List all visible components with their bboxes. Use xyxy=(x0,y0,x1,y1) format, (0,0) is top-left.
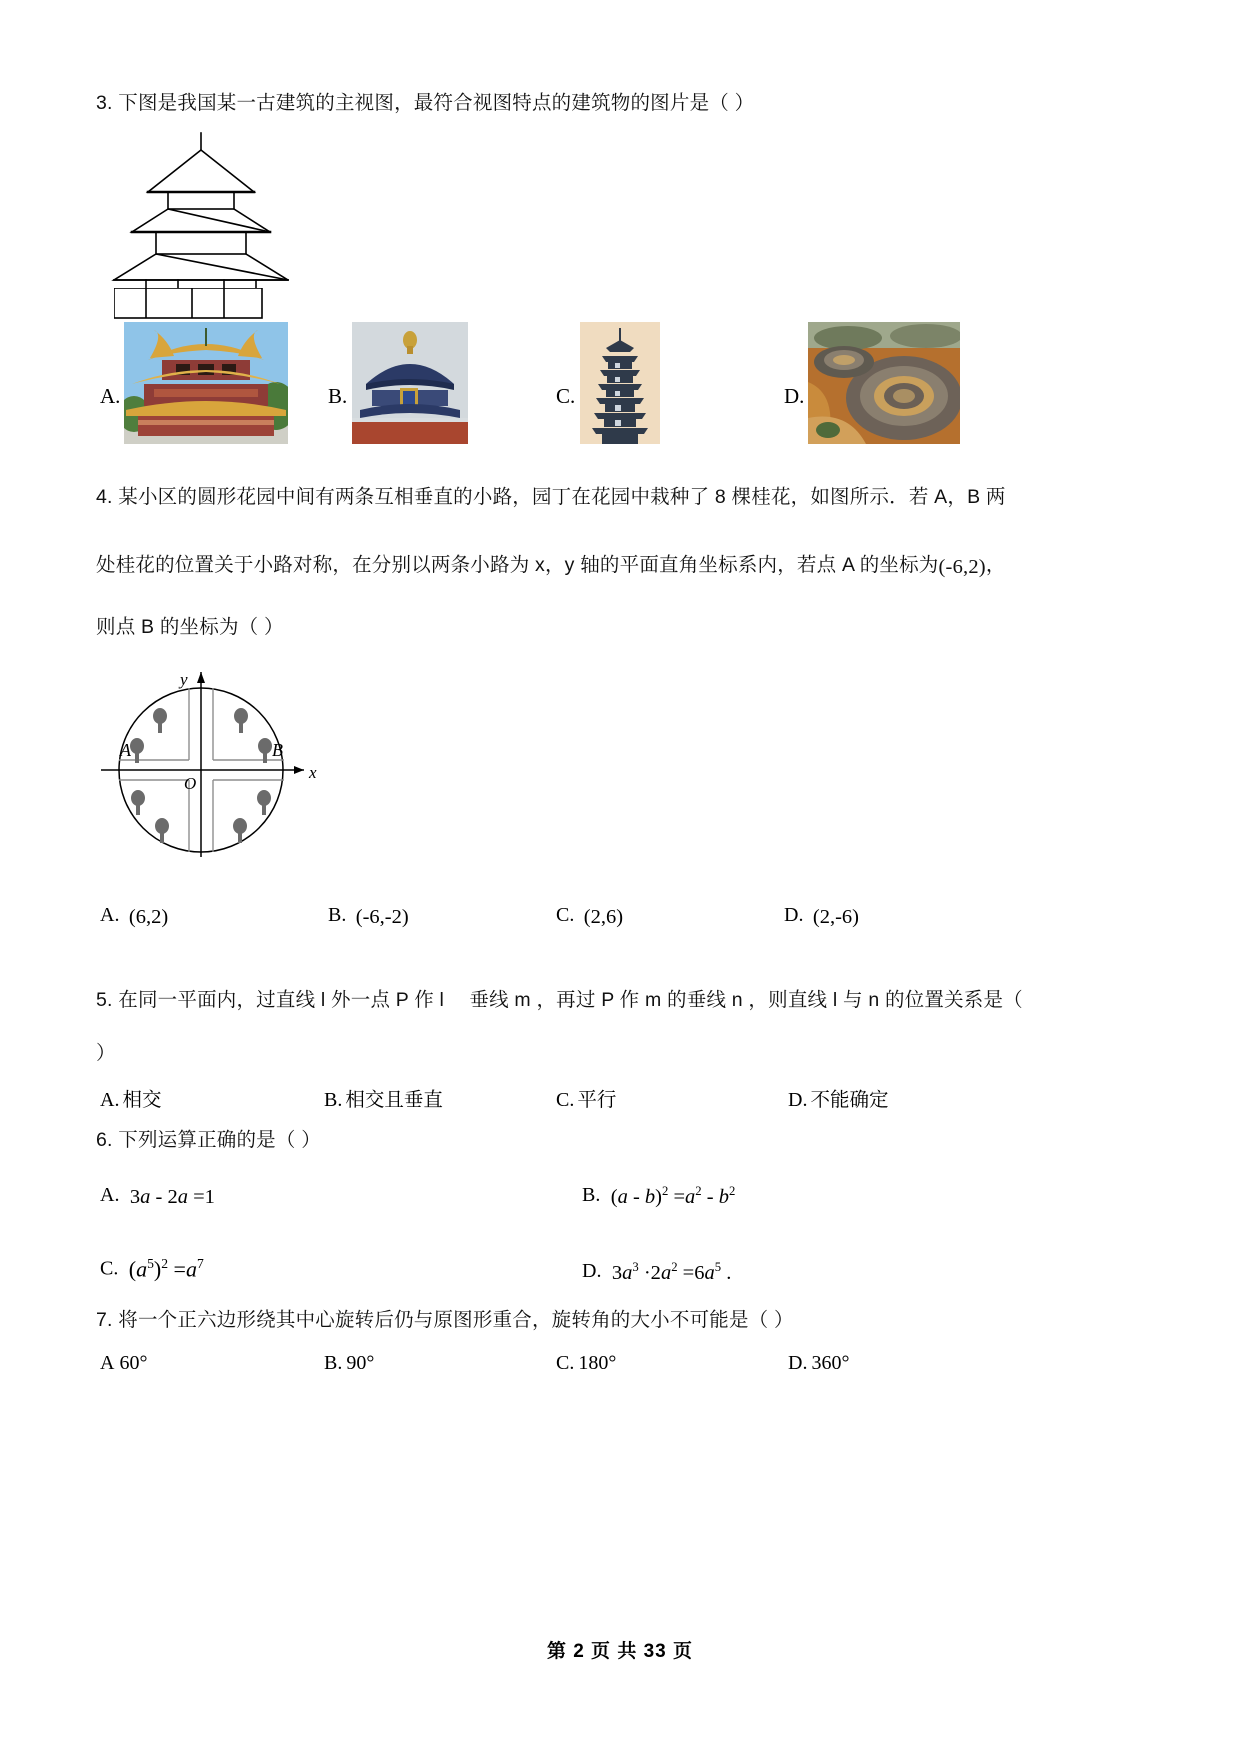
question-6-option-d-label: D. xyxy=(582,1260,602,1282)
question-6-option-a-label: A. xyxy=(100,1184,120,1206)
question-6-option-a[interactable] xyxy=(100,1184,215,1209)
question-3-stem: 3. 下图是我国某一古建筑的主视图，最符合视图特点的建筑物的图片是（ ） xyxy=(96,92,755,114)
question-4-option-d[interactable] xyxy=(784,904,859,929)
svg-text:O: O xyxy=(184,774,197,793)
question-4-stem-line-2 xyxy=(96,550,1096,582)
question-4-option-c[interactable] xyxy=(556,904,623,929)
question-6-option-d[interactable] xyxy=(582,1260,731,1285)
question-5-option-c[interactable] xyxy=(556,1084,616,1112)
question-5-option-b-label: B. xyxy=(324,1089,343,1111)
question-5-options xyxy=(96,1080,1096,1114)
question-4-stem-line-2-text: 处桂花的位置关于小路对称，在分别以两条小路为 x，y 轴的平面直角坐标系内，若点 A 的坐标为 xyxy=(96,554,939,576)
question-4-option-b-label: B. xyxy=(328,904,347,926)
question-7-option-b-label: B. xyxy=(324,1352,343,1374)
question-7-option-d-value: 360° xyxy=(811,1352,850,1374)
option-c-photo[interactable] xyxy=(580,322,660,444)
question-5-option-a-label: A. xyxy=(100,1089,120,1111)
question-5-option-d-label: D. xyxy=(788,1089,808,1111)
question-6-options xyxy=(96,1170,1096,1300)
option-d-photo[interactable] xyxy=(808,322,960,444)
option-b-photo[interactable] xyxy=(352,322,468,444)
question-5-stem-line-1: 5. 在同一平面内，过直线 l 外一点 P 作 l 垂线 m ，再过 P 作 m 的垂线 n ，则直线 l 与 n 的位置关系是（ xyxy=(96,989,1023,1011)
svg-text:y: y xyxy=(180,670,188,689)
option-label-b: B. xyxy=(328,384,348,408)
question-4-options xyxy=(96,890,1096,930)
question-6-option-c[interactable] xyxy=(100,1256,204,1282)
question-6-option-c-expression: $(a^5)^2 =a^7$ xyxy=(128,1256,204,1282)
question-7-option-b-value: 90° xyxy=(346,1352,375,1374)
question-5-option-b-value: 相交且垂直 xyxy=(345,1089,443,1111)
point-a-coordinate: (-6,2) xyxy=(938,556,986,578)
question-7-option-a[interactable] xyxy=(100,1352,147,1375)
question-5-stem-line-2: ） xyxy=(96,1042,116,1064)
question-6-option-c-label: C. xyxy=(100,1257,119,1280)
page-footer: 第 2 页 共 33 页 xyxy=(546,1641,694,1662)
question-7-option-d[interactable] xyxy=(788,1352,849,1375)
svg-text:A: A xyxy=(120,740,131,760)
option-label-c: C. xyxy=(556,384,576,408)
question-6-option-b-label: B. xyxy=(582,1184,601,1206)
question-4-option-a[interactable] xyxy=(100,904,168,929)
question-7-option-c-value: 180° xyxy=(578,1352,617,1374)
question-6-option-a-expression: 3a - 2a =1 xyxy=(129,1186,215,1208)
question-7-option-c[interactable] xyxy=(556,1352,616,1375)
pagoda-front-view-figure xyxy=(106,128,296,288)
question-5-option-b[interactable] xyxy=(324,1084,443,1112)
question-6-option-d-expression: $3a^3 \cdot 2a^2 =6a^5$ . xyxy=(611,1260,732,1284)
question-7-option-c-label: C. xyxy=(556,1352,575,1374)
question-4-stem-line-1: 4. 某小区的圆形花园中间有两条互相垂直的小路，园丁在花园中栽种了 8 棵桂花，如图所示．若 A，B 两 xyxy=(96,486,1006,508)
question-4-option-a-label: A. xyxy=(100,904,120,926)
question-5-option-c-value: 平行 xyxy=(577,1089,617,1111)
question-4-stem-line-3: 则点 B 的坐标为（ ） xyxy=(96,616,284,638)
svg-text:x: x xyxy=(309,763,317,782)
question-5-option-a[interactable] xyxy=(100,1084,161,1112)
question-7-stem: 7. 将一个正六边形绕其中心旋转后仍与原图形重合，旋转角的大小不可能是（ ） xyxy=(96,1309,794,1331)
option-a-photo[interactable] xyxy=(124,322,288,444)
circular-garden-coordinate-figure xyxy=(96,652,346,867)
question-4-option-d-label: D. xyxy=(784,904,804,926)
question-6-option-b[interactable] xyxy=(582,1184,735,1209)
question-7-option-a-value: 60° xyxy=(119,1352,148,1374)
question-4-option-c-label: C. xyxy=(556,904,575,926)
question-4-option-d-value: (2,-6) xyxy=(812,906,859,928)
question-7-options xyxy=(96,1348,1096,1382)
question-3-options xyxy=(96,322,1096,444)
question-7-option-b[interactable] xyxy=(324,1352,374,1375)
question-7-option-d-label: D. xyxy=(788,1352,808,1374)
question-5-option-d[interactable] xyxy=(788,1084,888,1112)
question-6-stem: 6. 下列运算正确的是（ ） xyxy=(96,1129,321,1151)
question-4-option-b-value: (-6,-2) xyxy=(355,906,409,928)
question-4-option-b[interactable] xyxy=(328,904,409,929)
question-4-option-c-value: (2,6) xyxy=(583,906,624,928)
question-7-option-a-label: A xyxy=(100,1352,115,1374)
question-4-stem-line-2-tail: ， xyxy=(985,554,1006,576)
question-6-option-b-expression: $(a - b)^2 =a^2 - b^2$ xyxy=(610,1184,736,1208)
question-5-option-a-value: 相交 xyxy=(122,1089,162,1111)
option-label-d: D. xyxy=(784,384,805,408)
question-5-option-c-label: C. xyxy=(556,1089,575,1111)
question-5-option-d-value: 不能确定 xyxy=(810,1089,889,1111)
question-4-option-a-value: (6,2) xyxy=(128,906,169,928)
option-label-a: A. xyxy=(100,384,121,408)
pagoda-base-figure xyxy=(114,288,294,322)
svg-text:B: B xyxy=(272,740,283,760)
